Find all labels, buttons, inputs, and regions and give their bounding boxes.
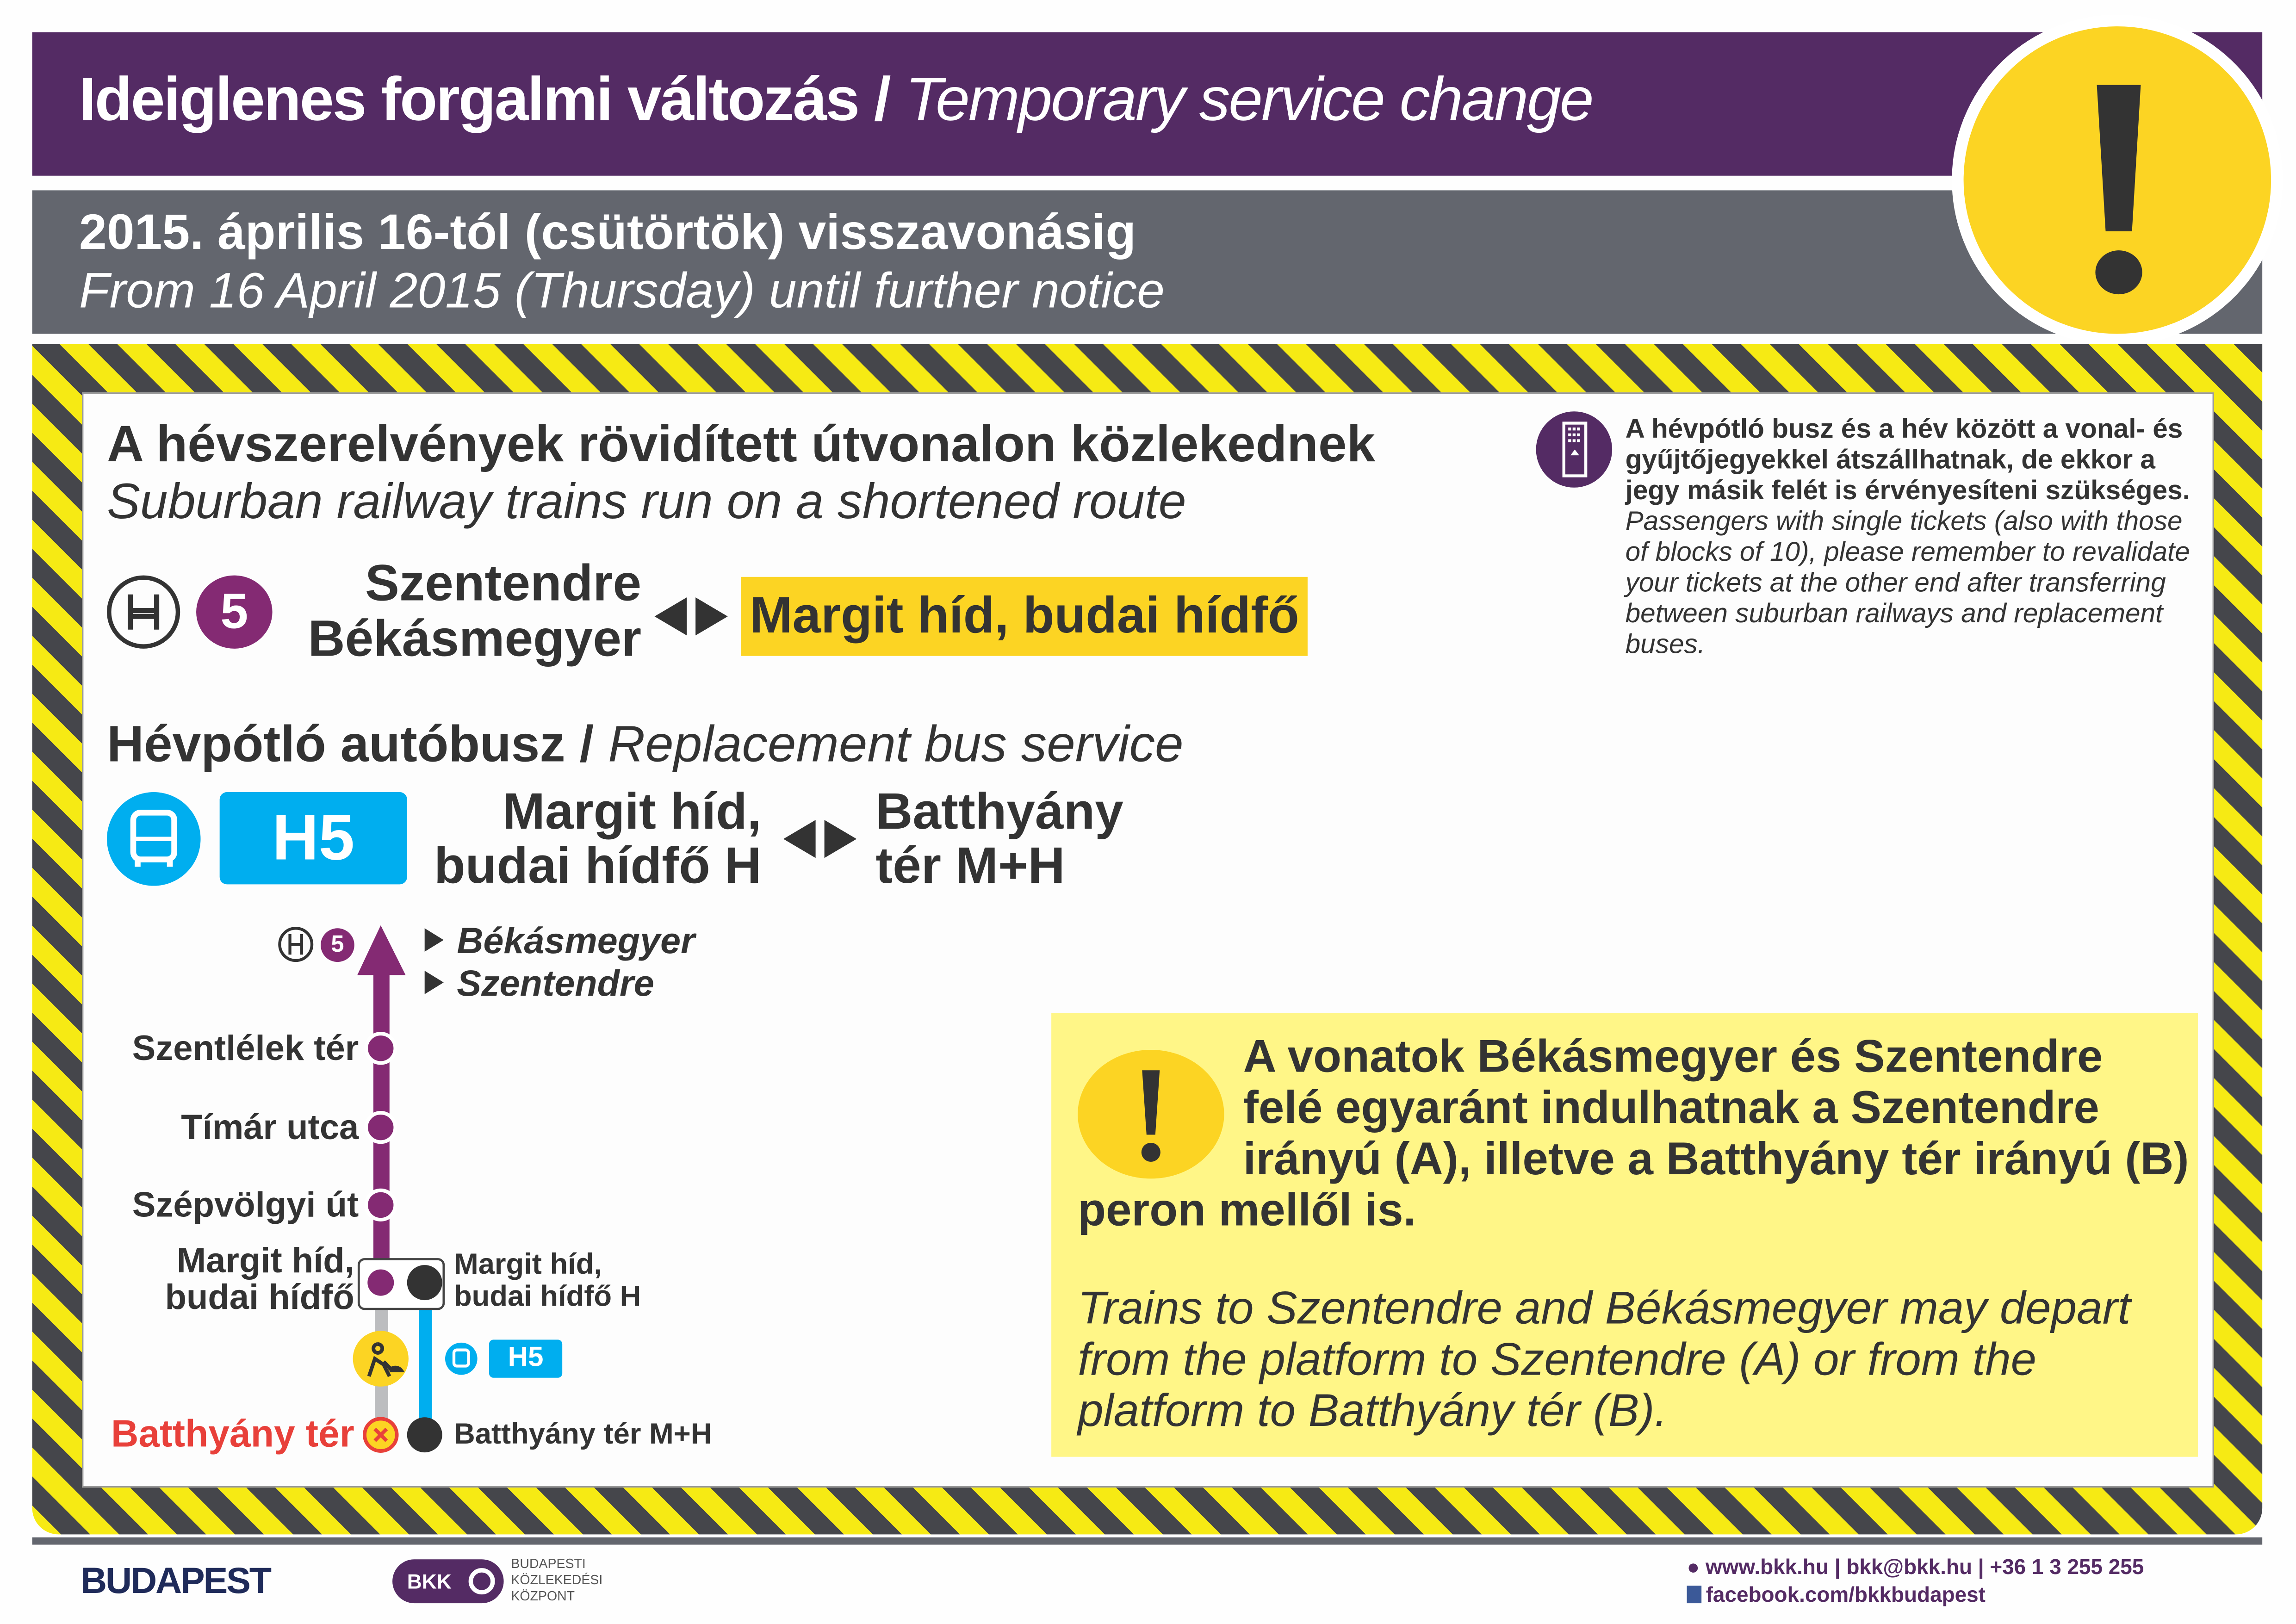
destination-highlight: Margit híd, budai hídfő — [741, 577, 1308, 656]
route-badge-h5: H5 — [220, 792, 407, 884]
contact-info: ● www.bkk.hu | bkk@bkk.hu | +36 1 3 255 255 — [1687, 1556, 2144, 1580]
station-dot — [366, 1034, 395, 1063]
platform-note-hu: A vonatok Békásmegyer és Szentendre felé egyaránt indulhatnak a Szentendre irányú (A), illetve a Batthyány tér irányú (B) peron mellől is. — [1078, 1029, 2189, 1236]
page-title: Ideiglenes forgalmi változás / Temporary service change — [79, 64, 1593, 133]
station-label: Szépvölgyi út — [132, 1186, 359, 1226]
bkk-full-name: BUDAPESTI KÖZLEKEDÉSI KÖZPONT — [511, 1556, 603, 1604]
section2-title: Hévpótló autóbusz / Replacement bus service — [107, 716, 1184, 773]
origin-stations: Szentendre Békásmegyer — [308, 555, 642, 668]
station-dot — [366, 1113, 395, 1142]
route-badge-h5-small: H5 — [489, 1340, 562, 1378]
bus-from: Margit híd, budai hídfő H — [434, 783, 762, 895]
station-label: Szentlélek tér — [132, 1029, 359, 1069]
direction-arrow-icon — [357, 925, 405, 975]
ticket-note: A hévpótló busz és a hév között a vonal- és gyűjtőjegyekkel átszállhatnak, de ekkor a jegy másik felét is érvényesíteni szükséges. Passengers with single tickets (also with those of blocks of 10), please remember to revalidate your tickets at the other end after transferring between suburban railways and replacement buses. — [1625, 413, 2190, 659]
budapest-logo: BUDAPEST — [81, 1561, 270, 1602]
bus-icon — [445, 1343, 478, 1375]
station-label-margit: Margit híd, budai hídfő — [165, 1241, 354, 1318]
footer-divider — [32, 1537, 2263, 1545]
bus-to: Batthyány tér M+H — [875, 783, 1123, 895]
station-label: Tímár utca — [181, 1108, 359, 1148]
section1-title-en: Suburban railway trains run on a shortened route — [107, 474, 1186, 530]
facebook-icon — [1687, 1586, 1702, 1603]
station-dot — [366, 1268, 395, 1297]
validity-en: From 16 April 2015 (Thursday) until further notice — [79, 263, 1165, 319]
bus-stop-dot — [407, 1417, 442, 1452]
bkk-logo: BKK — [392, 1559, 504, 1603]
roadworks-icon — [353, 1331, 409, 1387]
line-badge-5-small: 5 — [321, 928, 354, 962]
facebook-link[interactable]: facebook.com/bkkbudapest — [1687, 1584, 1986, 1608]
platform-note-en: Trains to Szentendre and Békásmegyer may depart from the platform to Szentendre (A) or from the platform to Batthyány tér (B). — [1078, 1281, 2131, 1437]
line-badge-5: 5 — [196, 576, 273, 649]
bus-stop-label-margit: Margit híd, budai hídfő H — [453, 1249, 641, 1314]
bus-terminus-label: Batthyány tér M+H — [453, 1419, 712, 1451]
section1-title-hu: A hévszerelvények rövidített útvonalon közlekednek — [107, 415, 1376, 473]
closed-station-label: Batthyány tér — [111, 1411, 354, 1456]
station-dot — [366, 1190, 395, 1220]
direction-labels: Békásmegyer Szentendre — [457, 921, 695, 1004]
direction-triangle-icon — [425, 928, 444, 994]
globe-icon: ● — [1687, 1556, 1706, 1580]
validity-hu: 2015. április 16-tól (csütörtök) visszavonásig — [79, 205, 1136, 261]
bus-stop-dot — [407, 1265, 442, 1300]
